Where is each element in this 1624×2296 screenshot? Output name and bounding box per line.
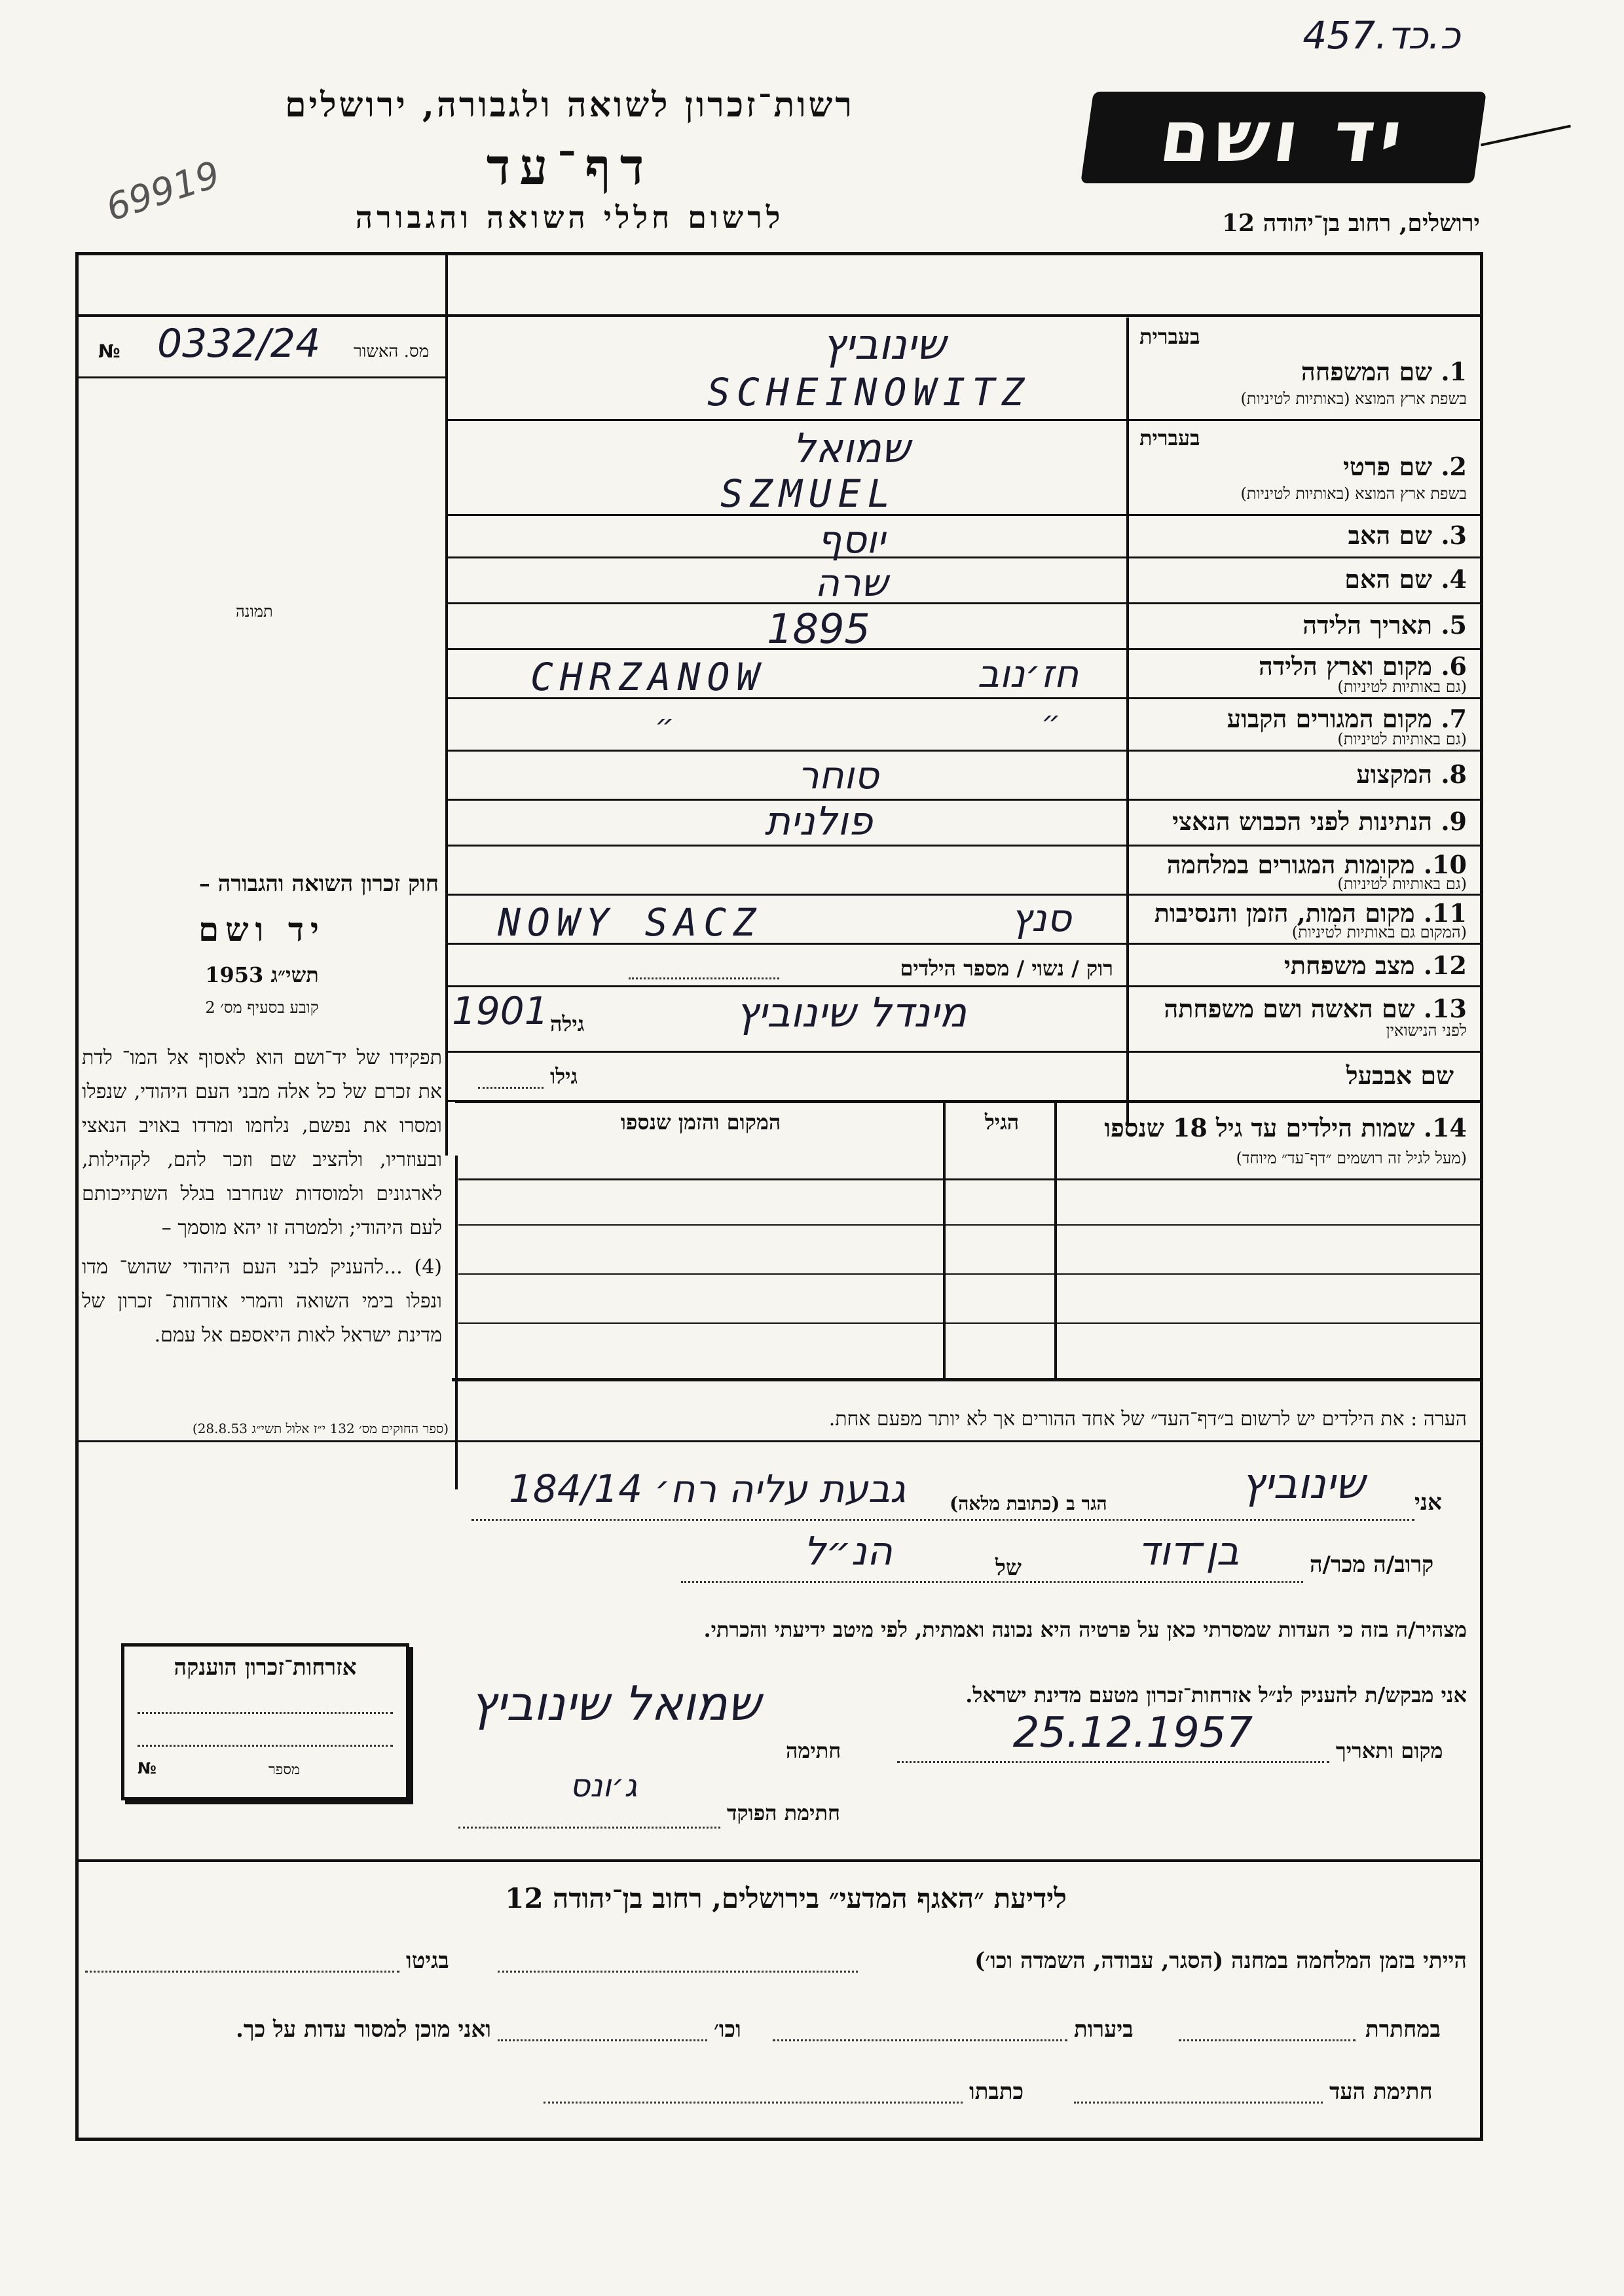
- field-4-value: שרה: [815, 560, 888, 605]
- row-line: [445, 845, 1480, 847]
- field-9-value: פולנית: [764, 799, 873, 845]
- label-col-separator: [1126, 318, 1129, 1123]
- top-stamp: 457.כ.כד: [1302, 13, 1460, 58]
- field-13-sub: לפני הנישואין: [1386, 1021, 1467, 1040]
- field-1-num: 1.: [1441, 357, 1467, 386]
- clerk-blank: [458, 1827, 720, 1829]
- children-bottom-line: [452, 1378, 1480, 1381]
- children-header-line: [458, 1178, 1480, 1180]
- field-12-text: מצב משפחתי: [1283, 951, 1415, 980]
- field-2-latin: SZMUEL: [720, 471, 897, 516]
- children-text: שמות הילדים עד גיל 18 שנספו: [1104, 1113, 1415, 1142]
- footer-line3-blank2: [544, 2102, 963, 2104]
- row-line: [445, 894, 1480, 896]
- field-9-text: הנתינות לפני הכבוש הנאצי: [1172, 807, 1433, 836]
- clerk-signature: ג׳ונס: [570, 1768, 638, 1804]
- header-address: ירושלים, רחוב בן־יהודה 12: [1221, 210, 1480, 237]
- form-subtitle: לרשום חללי השואה והגבורה: [355, 200, 784, 235]
- field-11-text: מקום המות, הזמן והנסיבות: [1154, 898, 1415, 928]
- row-line: [445, 750, 1480, 752]
- footer-line2-blank2: [773, 2039, 1067, 2041]
- field-6-num: 6.: [1441, 651, 1467, 681]
- field-12-label: [1139, 951, 1467, 981]
- top-strip-line: [75, 314, 1480, 317]
- field-6-value: חז׳נוב: [977, 651, 1079, 696]
- field-5-label: [1139, 610, 1467, 640]
- field-8-text: המקצוע: [1356, 759, 1433, 789]
- signature-value: שמואל שינוביץ: [470, 1676, 761, 1731]
- field-11-num: 11.: [1423, 898, 1467, 928]
- field-2-label: [1139, 452, 1467, 482]
- declarant-address: גבעת עליה רח׳ 184/14: [508, 1467, 906, 1511]
- citizenship-number-label: מספר: [268, 1762, 300, 1778]
- law-para2: (4) ...להעניק לבני העם היהודי שהוש־ מדו ונפלו בימי השואה והמרי אזרחות־ זכרון של מדינת ישראל לאות היאספם אל עמם.: [82, 1256, 442, 1347]
- row-line: [445, 985, 1480, 987]
- children-col-age-right: [1054, 1103, 1057, 1378]
- footer-line1-b: בגיטו: [406, 1948, 449, 1974]
- left-col-separator: [445, 252, 448, 1156]
- row-line: [445, 514, 1480, 516]
- children-row-line: [458, 1224, 1480, 1226]
- children-row-line: [458, 1273, 1480, 1275]
- field-1-text: שם המשפחה: [1301, 357, 1433, 386]
- row-line: [445, 1051, 1480, 1053]
- children-col-age: הגיל: [984, 1110, 1020, 1135]
- husband-label: שם אבבעל: [1346, 1061, 1454, 1090]
- field-10-text: מקומות המגורים במלחמה: [1166, 850, 1415, 879]
- place-date-label: מקום ותאריך: [1336, 1738, 1443, 1763]
- footer-line3-a: חתימת העד: [1329, 2079, 1433, 2105]
- field-4-num: 4.: [1441, 564, 1467, 594]
- field-1-latin: SCHEINOWITZ: [707, 370, 1031, 414]
- footer-title: לידיעת ״האגף המדעי״ בירושלים, רחוב בן־יהודה 12: [505, 1882, 1067, 1914]
- field-8-value: סוחר: [797, 753, 879, 797]
- approval-prefix: №: [98, 340, 120, 362]
- field-13-age: 1901: [452, 989, 549, 1033]
- field-13-num: 13.: [1423, 994, 1467, 1023]
- relation-value: בן־דוד: [1137, 1529, 1240, 1575]
- field-7-latin: ״: [655, 707, 674, 742]
- clerk-label: חתימת הפוקד: [727, 1800, 840, 1825]
- field-5-value: 1895: [767, 605, 870, 653]
- husband-age-label: גילו: [550, 1064, 578, 1089]
- field-12-blank: [629, 977, 779, 979]
- lives-label: הגר ב (כתובת מלאה): [950, 1493, 1107, 1514]
- children-top-line: [455, 1100, 1480, 1103]
- field-1-label: [1139, 357, 1467, 387]
- note-text: הערה : את הילדים יש לרשום ב״דף־העד״ של אחד ההורים אך לא יותר מפעם אחת.: [828, 1408, 1467, 1430]
- field-1-sub: בשפת ארץ המוצא (באותיות לטיניות): [1240, 390, 1467, 408]
- margin-number: 69919: [101, 153, 225, 230]
- field-9-label: [1139, 807, 1467, 837]
- relation-blank: [681, 1581, 1303, 1583]
- field-3-text: שם האב: [1348, 520, 1433, 550]
- signature-label: חתימה: [786, 1738, 841, 1763]
- address-blank: [471, 1519, 1414, 1521]
- law-source: (ספר החוקים מס׳ 132 י״ז אלול תשי״ג 28.8.53): [192, 1421, 449, 1436]
- law-year: תשי״ג 1953: [205, 962, 319, 987]
- field-3-num: 3.: [1441, 520, 1467, 550]
- field-6-sub: (גם באותיות לטיניות): [1337, 678, 1467, 696]
- citizenship-box: [121, 1643, 409, 1800]
- field-12-options: רוק / נשוי / מספר הילדים: [900, 956, 1113, 981]
- field-1-tag: בעברית: [1139, 324, 1200, 349]
- field-11-value: סנץ: [1010, 896, 1072, 940]
- field-13-text: שם האשה ושם משפחתה: [1164, 994, 1415, 1023]
- footer-line1-blank: [498, 1971, 858, 1973]
- footer-line2-blank1: [1179, 2039, 1356, 2041]
- field-13-value: מינדל שינוביץ: [735, 989, 967, 1036]
- approval-value: 0332/24: [157, 321, 321, 367]
- note-bottom-line: [75, 1440, 1480, 1442]
- children-num: 14.: [1423, 1113, 1467, 1142]
- field-9-num: 9.: [1441, 807, 1467, 836]
- field-12-num: 12.: [1423, 951, 1467, 980]
- field-11-latin: NOWY SACZ: [498, 900, 763, 945]
- field-6-text: מקום וארץ הלידה: [1259, 651, 1433, 681]
- of-value: הנ״ל: [803, 1529, 893, 1575]
- row-line: [445, 419, 1480, 421]
- citizenship-blank: [138, 1745, 393, 1747]
- law-title1: חוק זכרון השואה והגבורה –: [198, 871, 439, 897]
- relation-label: קרוב/ה מכר/ה: [1310, 1552, 1434, 1578]
- field-5-text: תאריך הלידה: [1302, 610, 1433, 640]
- citizenship-title: אזרחות־זכרון הוענקה: [174, 1654, 357, 1681]
- footer-line3-blank1: [1074, 2102, 1323, 2104]
- field-5-num: 5.: [1441, 610, 1467, 640]
- citizenship-prefix: №: [138, 1759, 157, 1777]
- field-2-value: שמואל: [792, 424, 910, 472]
- field-7-value: ״: [1041, 704, 1061, 739]
- children-row-line: [458, 1322, 1480, 1324]
- field-4-label: [1139, 564, 1467, 594]
- field-8-num: 8.: [1441, 759, 1467, 789]
- of-label: של: [995, 1555, 1022, 1581]
- declaration-text: מצהיר/ה בזה כי העדות שמסרתי כאן על פרטיה היא נכונה ואמתית, לפי מיטב ידיעתי והכרתי.: [703, 1617, 1467, 1642]
- footer-line2-c: וכו׳: [714, 2016, 741, 2043]
- row-line: [445, 799, 1480, 801]
- field-6-latin: CHRZANOW: [530, 655, 766, 699]
- field-2-tag: בעברית: [1139, 426, 1200, 450]
- field-3-label: [1139, 520, 1467, 551]
- left-col-separator-lower: [455, 1156, 458, 1489]
- footer-line3-b: כתבתו: [969, 2079, 1024, 2105]
- footer-line1-blank2: [85, 1971, 399, 1973]
- law-title2: יד ושם: [198, 910, 325, 949]
- field-13-age-label: גילה: [550, 1011, 585, 1036]
- authority-title: רשות־זכרון לשואה ולגבורה, ירושלים: [285, 85, 855, 125]
- photo-label: תמונה: [236, 602, 273, 621]
- field-7-text: מקום המגורים הקבוע: [1227, 704, 1433, 733]
- footer-line2-b: ביערות: [1074, 2016, 1134, 2043]
- approval-label: מס. האשור: [354, 342, 430, 361]
- citizenship-blank: [138, 1712, 393, 1714]
- footer-line1-a: הייתי בזמן המלחמה במחנה (הסגר, עבודה, השמדה וכו׳): [974, 1948, 1467, 1974]
- field-11-sub: (המקום גם באותיות לטיניות): [1291, 923, 1467, 941]
- logo-text: יד ושם: [1154, 96, 1412, 178]
- field-10-num: 10.: [1423, 850, 1467, 879]
- footer-line2-a: במחתרת: [1365, 2016, 1441, 2043]
- children-col-place: המקום והזמן שנספו: [620, 1110, 781, 1135]
- children-sub: (מעל לגיל זה רושמים ״דף־עד״ מיוחד): [1236, 1149, 1467, 1167]
- field-3-value: יוסף: [817, 517, 885, 562]
- row-line: [445, 648, 1480, 650]
- law-clause: קובע בסעיף מס׳ 2: [205, 998, 319, 1017]
- field-13-label: [1139, 994, 1467, 1024]
- footer-top-line: [75, 1859, 1480, 1862]
- field-7-sub: (גם באותיות לטיניות): [1337, 730, 1467, 748]
- husband-age-blank: [478, 1087, 544, 1089]
- children-col-age-left: [943, 1103, 946, 1378]
- footer-line2-d: ואני מוכן למסור עדות על כך.: [236, 2016, 491, 2043]
- i-label: אני: [1414, 1489, 1442, 1516]
- date-value: 25.12.1957: [1012, 1709, 1253, 1757]
- law-para1: תפקידו של יד־ושם הוא לאסוף אל המו־ לדת את זכרם של כל אלה מבני העם היהודי, שנפלו ומסרו את נפשם, נלחמו ומרדו באויב הנאצי ובעוזריו, ולהציב שם וזכר להם, לקהילות, לארגונים ולמוסדות שנחרבו בגלל השתייכותם לעם היהודי; ולמטרה זו יהא מוסמך –: [82, 1046, 442, 1239]
- children-label: [1067, 1113, 1467, 1143]
- field-7-num: 7.: [1441, 704, 1467, 733]
- logo-line: [1481, 124, 1571, 146]
- field-2-sub: בשפת ארץ המוצא (באותיות לטיניות): [1240, 484, 1467, 503]
- request-text: אני מבקש/ת להעניק לנ״ל אזרחות־זכרון מטעם מדינת ישראל.: [965, 1683, 1467, 1707]
- footer-line2-blank3: [498, 2039, 707, 2041]
- field-4-text: שם האם: [1344, 564, 1433, 594]
- field-2-num: 2.: [1441, 452, 1467, 481]
- yad-vashem-logo: [1080, 92, 1486, 183]
- form-title: דף־עד: [486, 137, 654, 196]
- field-1-value: שינוביץ: [822, 321, 946, 369]
- declarant-name: שינוביץ: [1241, 1460, 1365, 1508]
- field-8-label: [1139, 759, 1467, 790]
- approval-underline: [79, 376, 445, 378]
- field-10-sub: (גם באותיות לטיניות): [1337, 875, 1467, 893]
- field-2-text: שם פרטי: [1342, 452, 1433, 481]
- date-blank: [897, 1761, 1329, 1763]
